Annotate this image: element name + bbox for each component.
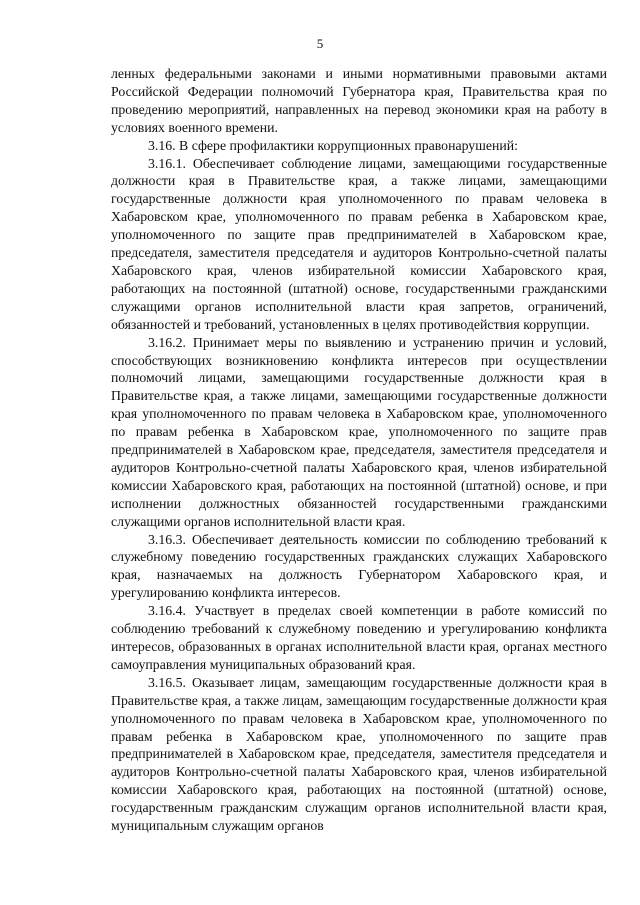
paragraph-3-16: 3.16. В сфере профилактики коррупционных правонарушений: bbox=[148, 137, 518, 153]
paragraph-3-16-3: 3.16.3. Обеспечивает деятельность комиссии по соблюдению требований к служебному поведению государственных гражданских служащих Хабаровского края, назначаемых на должность Губернатором Хабаровского края, и урегулированию конфликта интересов. bbox=[111, 531, 607, 601]
paragraph-3-16-5: 3.16.5. Оказывает лицам, замещающим государственные должности края в Правительстве края, а также лицам, замещающим государственные должности края уполномоченного по правам человека в Хабаровском крае, уполномоченного по правам ребенка в Хабаровском крае, уполномоченного по защите прав предпринимателей в Хабаровском крае, председателя, заместителя председателя и аудиторов Контрольно-счетной палаты Хабаровского края, членов избирательной комиссии Хабаровского края, работающих на постоянной (штатной) основе, государственным гражданским служащим органов исполнительной власти края, муниципальным служащим органов bbox=[111, 674, 607, 834]
paragraph-3-16-2: 3.16.2. Принимает меры по выявлению и устранению причин и условий, способствующих возникновению конфликта интересов при осуществлении полномочий лицами, замещающими государственные должности края в Правительстве края, а также лицами, замещающими государственные должности края уполномоченного по правам человека в Хабаровском крае, уполномоченного по правам ребенка в Хабаровском крае, уполномоченного по защите прав предпринимателей в Хабаровском крае, председателя, заместителя председателя и аудиторов Контрольно-счетной палаты Хабаровского края, членов избирательной комиссии Хабаровского края, работающих на постоянной (штатной) основе, и при исполнении должностных обязанностей государственными гражданскими служащими органов исполнительной власти края. bbox=[111, 334, 607, 529]
paragraph-continuation: ленных федеральными законами и иными нормативными правовыми актами Российской Федерации полномочий Губернатора края, Правительства края по проведению мероприятий, направленных на перевод экономики края на работу в условиях военного времени. bbox=[111, 66, 607, 135]
page-number: 5 bbox=[316, 36, 324, 51]
paragraph-3-16-1: 3.16.1. Обеспечивает соблюдение лицами, замещающими государственные должности края в Правительстве края, а также лицами, замещающими государственные должности края уполномоченного по правам человека в Хабаровском крае, уполномоченного по правам ребенка в Хабаровском крае, уполномоченного по защите прав предпринимателей в Хабаровском крае, председателя, заместителя председателя и аудиторов Контрольно-счетной палаты Хабаровского края, членов избирательной комиссии Хабаровского края, работающих на постоянной (штатной) основе, государственными гражданскими служащими органов исполнительной власти края запретов, ограничений, обязанностей и требований, установленных в целях противодействия коррупции. bbox=[111, 155, 607, 332]
paragraph-3-16-4: 3.16.4. Участвует в пределах своей компетенции в работе комиссий по соблюдению требований к служебному поведению и урегулированию конфликта интересов, образованных в органах исполнительной власти края, органах местного самоуправления муниципальных образований края. bbox=[111, 603, 607, 672]
document-body bbox=[111, 65, 607, 835]
